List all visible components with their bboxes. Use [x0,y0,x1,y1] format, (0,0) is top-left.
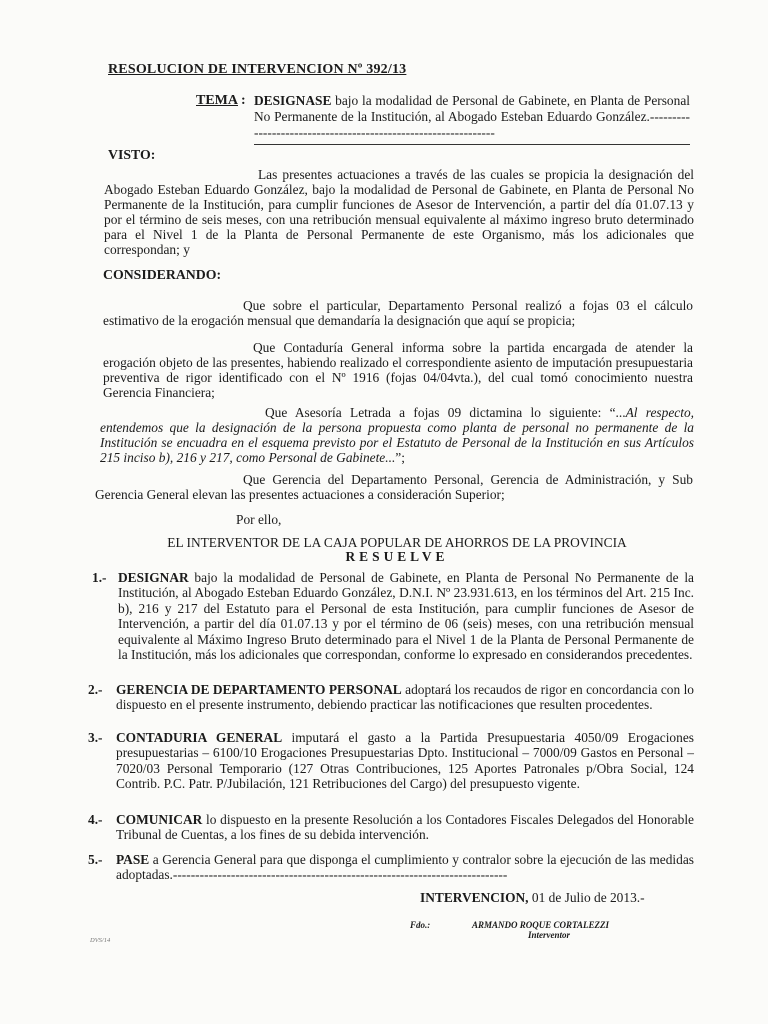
considerando-paragraph-1: Que sobre el particular, Departamento Personal realizó a fojas 03 el cálculo estimativo de la erogación mensual que demandaría la designación que aquí se propicia; [103,298,693,328]
article-2-lead: GERENCIA DE DEPARTAMENTO PERSONAL [116,682,402,697]
resuelve-heading: RESUELVE [345,549,449,564]
fdo-label: Fdo.: [410,920,431,930]
authority-line: EL INTERVENTOR DE LA CAJA POPULAR DE AHORROS DE LA PROVINCIA [167,535,627,550]
article-2-number: 2.- [88,682,103,697]
article-5 [116,852,694,883]
considerando-paragraph-4: Que Gerencia del Departamento Personal, Gerencia de Administración, y Sub Gerencia General elevan las presentes actuaciones a consideración Superior; [95,472,693,502]
dictamen-quote: Al respecto, entendemos que la designación de la persona propuesta como planta de personal no permanente de la Institución se encuadra en el esquema previsto por el Estatuto de Personal de la Institución en sus Artículos 215 inciso b), 216 y 217, como Personal de Gabinete... [100,405,694,465]
article-4-lead: COMUNICAR [116,812,203,827]
article-3 [116,730,694,792]
article-1-text: bajo la modalidad de Personal de Gabinete, en Planta de Personal No Permanente de la Institución, al Abogado Esteban Eduardo González, D.N.I. Nº 23.931.613, en los términos del Art. 215 Inc. b), 216 y 217 del Estatuto para el Personal de esta Institución, para cumplir funciones de Asesor de Intervención, a partir del día 01.07.13 y por el término de 06 (seis) meses, con una retribución mensual equivalente al Máximo Ingreso Bruto determinado para el Nivel 1 de la Planta de Personal Permanente de la Institución, más los adicionales que correspondan, conforme lo expresado en considerandos precedentes. [118,570,694,663]
article-5-lead: PASE [116,852,150,867]
tema-body: bajo la modalidad de Personal de Gabinete, en Planta de Personal No Permanente de la Institución, al Abogado Esteban Eduardo González.--------------------------------------------------------------- [254,93,690,140]
footer-code: DVS/14 [90,937,111,944]
considerando-paragraph-3 [100,405,694,465]
considerando-heading: CONSIDERANDO: [103,267,222,282]
dictamen-intro: Que Asesoría Letrada a fojas 09 dictamina lo siguiente: “... [265,405,626,420]
tema-label: TEMA [196,93,238,108]
tema-lead: DESIGNASE [254,93,332,108]
dictamen-end: ”; [395,450,405,465]
article-5-number: 5.- [88,852,103,867]
article-3-text: imputará el gasto a la Partida Presupuestaria 4050/09 Erogaciones presupuestarias – 6100/10 Erogaciones Presupuestarias Dpto. Institucional – 7000/09 Gastos en Personal – 7020/03 Personal Temporario (127 Otras Contribuciones, 125 Aportes Patronales p/Obra Social, 124 Contrib. P.C. Patr. P/Jubilación, 121 Retribuciones del Cargo) del presupuesto vigente. [116,730,694,792]
tema-colon: : [241,93,246,108]
article-1-lead: DESIGNAR [118,570,189,585]
closing-lead: INTERVENCION, [420,890,529,905]
article-4 [116,812,694,843]
article-1 [118,570,694,662]
signatory-name: ARMANDO ROQUE CORTALEZZI [472,920,610,930]
tema-text [254,93,690,141]
article-2-text: adoptará los recaudos de rigor en concordancia con lo dispuesto en el presente instrumento, debiendo practicar las notificaciones que resulten procedentes. [116,682,694,713]
document-title: RESOLUCION DE INTERVENCION Nº 392/13 [108,62,407,77]
visto-paragraph: Las presentes actuaciones a través de las cuales se propicia la designación del Abogado Esteban Eduardo González, bajo la modalidad de Personal de Gabinete, en Planta de Personal No Permanente de la Institución, para cumplir funciones de Asesor de Intervención, a partir del día 01.07.13 y por el término de seis meses, con una retribución mensual equivalente al máximo ingreso bruto determinado para el Nivel 1 de la Planta de Personal Permanente de este Organismo, más los adicionales que correspondan; y [104,167,694,257]
visto-heading: VISTO: [108,147,156,162]
article-2 [116,682,694,713]
por-ello: Por ello, [236,512,282,527]
article-3-lead: CONTADURIA GENERAL [116,730,283,745]
signatory-role: Interventor [528,930,571,940]
article-1-number: 1.- [92,570,107,585]
closing-date: 01 de Julio de 2013.- [528,890,645,905]
closing-line [420,890,645,905]
considerando-paragraph-2: Que Contaduría General informa sobre la partida encargada de atender la erogación objeto de las presentes, habiendo realizado el correspondiente asiento de imputación presupuestaria preventiva de rigor identificado con el Nº 1916 (fojas 04/04vta.), del cual tomó conocimiento nuestra Gerencia Financiera; [103,340,693,400]
tema-underline [254,144,690,145]
article-4-number: 4.- [88,812,103,827]
article-5-text: a Gerencia General para que disponga el cumplimiento y contralor sobre la ejecución de las medidas adoptadas.--------------------------------------------------------------------------- [116,852,694,883]
article-4-text: lo dispuesto en la presente Resolución a los Contadores Fiscales Delegados del Honorable Tribunal de Cuentas, a los fines de su debida intervención. [116,812,694,843]
article-3-number: 3.- [88,730,103,745]
